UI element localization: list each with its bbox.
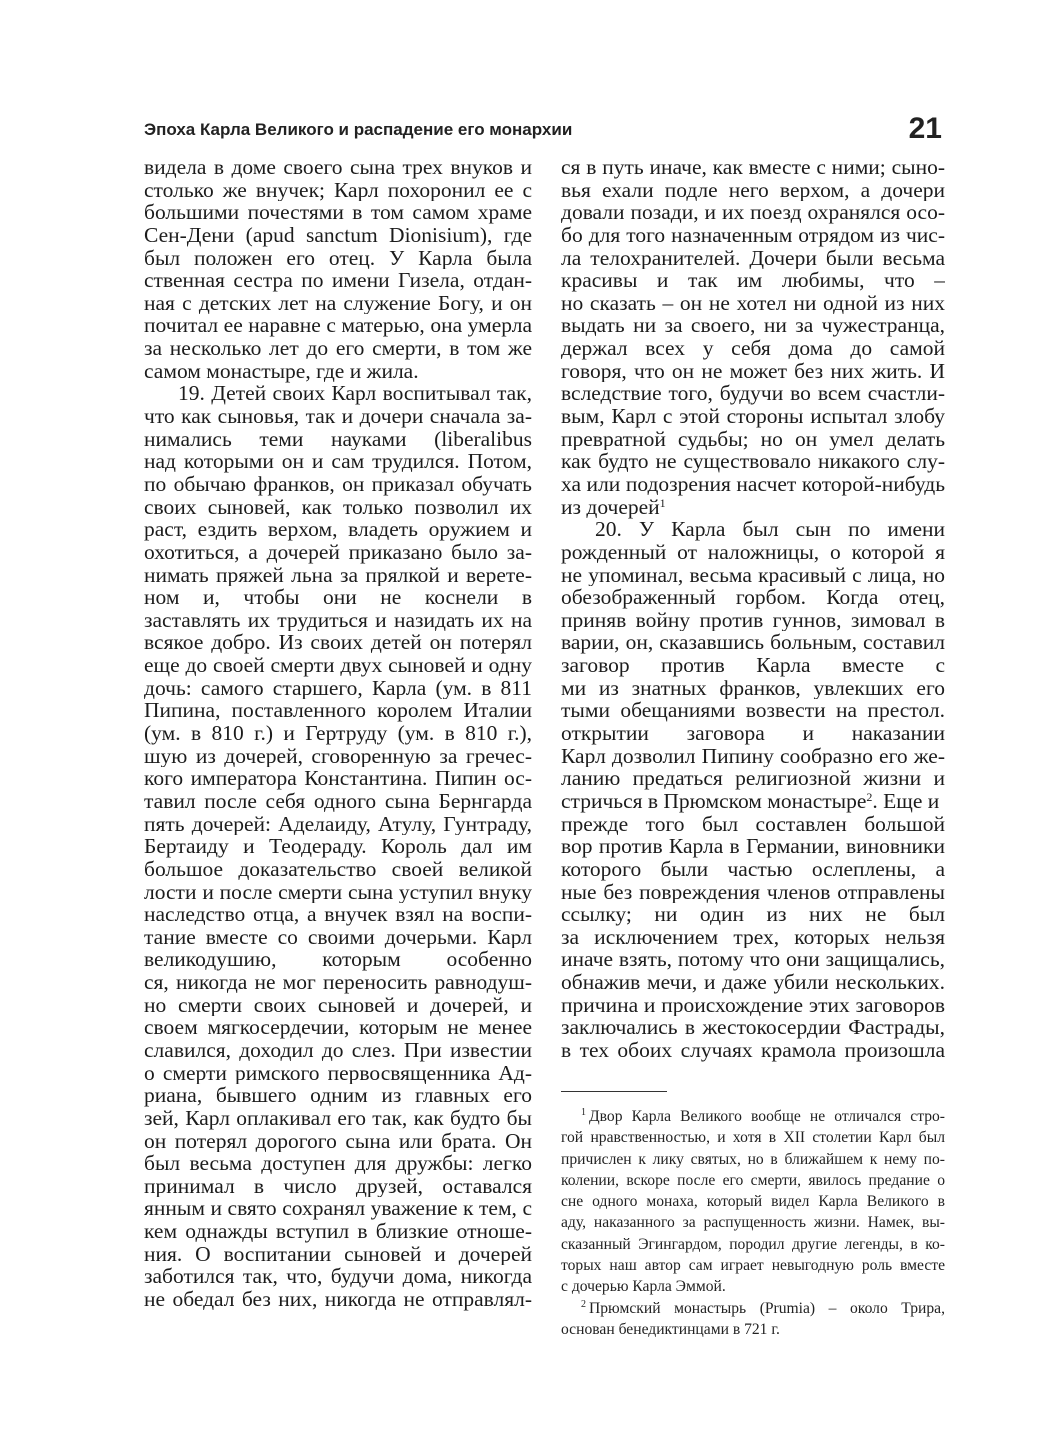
footnote-number: 2 — [581, 1298, 586, 1310]
line-text: вым, Карл с этой стороны испытал злобу — [561, 405, 945, 428]
line-text: вследствие того, будучи во всем счастли- — [561, 382, 945, 406]
line-text: зей, Карл оплакивал его так, как будто бы — [144, 1106, 532, 1130]
right-column-line — [561, 654, 945, 677]
line-text: Сен-Дени (apud sanctum Dionisium), где — [144, 223, 532, 247]
left-column-line — [144, 518, 532, 541]
left-column-line — [144, 247, 532, 270]
left-column-line — [144, 1197, 532, 1220]
line-text: ся, никогда не мог переносить равнодуш- — [144, 971, 532, 994]
right-column-line — [561, 586, 945, 609]
line-text: ланию предаться религиозной жизни и — [561, 767, 945, 790]
line-text: ном и, чтобы они не коснели в — [144, 586, 532, 609]
left-column-line — [144, 428, 532, 451]
line-text: большое доказательство своей великой — [144, 857, 532, 881]
line-text: обезображенный горбом. Когда отец, — [561, 586, 945, 609]
line-text: заботился так, что, будучи дома, никогда — [144, 1265, 532, 1289]
left-column-line — [144, 1175, 532, 1198]
line-text: ния. О воспитании сыновей и дочерей — [144, 1242, 532, 1266]
line-text: большими почестями в том самом храме — [144, 201, 532, 224]
footnote-line — [561, 1212, 945, 1233]
line-text: славился, доходил до слез. При известии — [144, 1039, 532, 1062]
right-column-line — [561, 881, 945, 904]
right-column-line — [561, 903, 945, 926]
left-column-line — [144, 224, 532, 247]
left-column-line — [144, 971, 532, 994]
right-column-line — [561, 405, 945, 428]
left-column-line — [144, 314, 532, 337]
line-text: кем однажды вступил в близкие отноше- — [144, 1220, 532, 1243]
line-text: почитал ее наравне с матерью, она умерла — [144, 314, 532, 338]
line-text: держал всех у себя дома до самой — [561, 337, 945, 360]
left-column-line — [144, 813, 532, 836]
line-text: обнажив мечи, и даже убили нескольких. — [561, 971, 945, 994]
line-text: принимал в число друзей, оставался — [144, 1174, 532, 1198]
line-text: довали позади, и их поезд охранялся осо- — [561, 201, 945, 224]
footnote-divider — [561, 1091, 667, 1092]
right-column-line — [561, 269, 945, 292]
line-text: в тех обоих случаях крамола произошла — [561, 1039, 945, 1062]
line-text: не упоминал, весьма красивый с лица, но — [561, 563, 945, 587]
right-column-line — [561, 564, 945, 587]
left-column-line — [144, 564, 532, 587]
footnote-line — [561, 1298, 945, 1319]
footnote-text: основан бенедиктинцами в 721 г. — [561, 1320, 780, 1338]
left-column-line — [144, 699, 532, 722]
right-column-line — [561, 677, 945, 700]
left-column — [144, 156, 532, 1311]
line-text: охотиться, а дочерей приказано было за- — [144, 540, 532, 564]
left-column-line — [144, 1220, 532, 1243]
left-column-line — [144, 1062, 532, 1085]
line-text: заключались в жестокосердии Фастрады, — [561, 1016, 945, 1040]
line-text: ся в путь иначе, как вместе с ними; сыно- — [561, 156, 945, 179]
left-column-line — [144, 473, 532, 496]
line-text: над которыми он и сам трудился. Потом, — [144, 450, 532, 473]
left-column-line — [144, 586, 532, 609]
left-column-line — [144, 858, 532, 881]
line-text: лости и после смерти сына уступил внуку — [144, 880, 532, 904]
line-text: видела в доме своего сына трех внуков и — [144, 156, 532, 179]
footnote-line — [561, 1255, 945, 1276]
left-column-line — [144, 881, 532, 904]
line-text: из дочерей — [561, 494, 660, 519]
line-text: иначе взять, потому что они защищались, — [561, 948, 945, 972]
right-column — [561, 156, 945, 1062]
line-text: был весьма доступен для дружбы: легко — [144, 1152, 532, 1175]
line-text: ми из знатных франков, увлекших его — [561, 676, 945, 700]
right-column-line — [561, 948, 945, 971]
left-column-line — [144, 292, 532, 315]
left-column-line — [144, 903, 532, 926]
footnote-marker[interactable]: 1 — [659, 495, 666, 510]
left-column-line — [144, 677, 532, 700]
line-text: (ум. в 810 г.) и Гертруду (ум. в 810 г.), — [144, 722, 532, 745]
line-text: тыми обещаниями возвести на престол. — [561, 699, 945, 723]
right-column-line — [561, 314, 945, 337]
footnote-text: колении, вскоре после его смерти, явилось предание о — [561, 1171, 945, 1189]
right-column-line — [561, 767, 945, 790]
right-column-line — [561, 360, 945, 383]
line-text: шую из дочерей, сговоренную за гречес- — [144, 744, 532, 768]
line-text: прежде того был составлен большой — [561, 812, 945, 836]
left-column-line — [144, 1130, 532, 1153]
left-column-line — [144, 1039, 532, 1062]
left-column-line — [144, 948, 532, 971]
line-text: нимать пряжей льна за прялкой и верете- — [144, 563, 532, 587]
line-text: Бертаиду и Теодераду. Король дал им — [144, 835, 532, 858]
footnote-line — [561, 1127, 945, 1148]
footnote-line — [561, 1170, 945, 1191]
right-column-line — [561, 745, 945, 768]
right-column-line — [561, 179, 945, 202]
line-text: ха или подозрения насчет которой-нибудь — [561, 472, 945, 496]
left-column-line — [144, 654, 532, 677]
right-column-line — [561, 631, 945, 654]
line-text: говоря, что он не может без них жить. И — [561, 359, 945, 383]
line-text: ная с детских лет на служение Богу, и он — [144, 291, 532, 315]
line-text: но смерти своих сыновей и дочерей, и — [144, 993, 532, 1017]
line-text: как будто не существовало никакого слу- — [561, 450, 945, 473]
left-column-line — [144, 201, 532, 224]
running-title: Эпоха Карла Великого и распадение его монархии — [144, 120, 573, 139]
line-text: по обычаю франков, он приказал обучать — [144, 472, 532, 496]
line-text: но сказать – он не хотел ни одной из них — [561, 291, 945, 315]
line-text: за исключением трех, которых нельзя — [561, 925, 945, 949]
left-column-line — [144, 1265, 532, 1288]
footnotes — [561, 1106, 945, 1340]
left-column-line — [144, 790, 532, 813]
line-text: столько же внучек; Карл похоронил ее с — [144, 178, 532, 202]
line-text: ла телохранителей. Дочери были весьма — [561, 246, 945, 270]
line-text: янным и свято сохранял уважение к тем, с — [144, 1197, 532, 1221]
footnote-line — [561, 1106, 945, 1127]
right-column-line — [561, 1016, 945, 1039]
footnote-text: аду, наказанного за распущенность жизни. Намек, вы- — [561, 1214, 945, 1232]
left-column-line — [144, 269, 532, 292]
line-text: заговор против Карла вместе с — [561, 654, 945, 677]
line-text: вор против Карла в Германии, виновники — [561, 835, 945, 858]
line-text: нимались теми науками (liberalibus — [144, 427, 532, 451]
line-text: своем мягкосердечии, которым не менее — [144, 1016, 532, 1039]
footnote-line — [561, 1234, 945, 1255]
left-column-line — [144, 745, 532, 768]
line-text: красивы и так им любимы, что – — [561, 269, 945, 292]
footnote-number: 1 — [581, 1107, 586, 1118]
line-text: ссылку; ни один из них не был — [561, 903, 945, 926]
left-column-line — [144, 631, 532, 654]
footnote-line — [561, 1191, 945, 1212]
left-column-line — [144, 382, 532, 405]
footnote-line — [561, 1276, 945, 1297]
left-column-line — [144, 994, 532, 1017]
right-column-line — [561, 926, 945, 949]
line-text: он потерял дорогого сына или брата. Он — [144, 1129, 532, 1153]
line-text: был положен его отец. У Карла была — [144, 246, 532, 270]
line-text-tail: . Еще и — [872, 788, 940, 813]
left-column-line — [144, 450, 532, 473]
left-column-line — [144, 337, 532, 360]
line-text: раст, ездить верхом, владеть оружием и — [144, 518, 532, 541]
left-column-line — [144, 360, 532, 383]
line-text: кого императора Константина. Пипин ос- — [144, 767, 532, 790]
line-text: вья ехали подле него верхом, а дочери — [561, 178, 945, 202]
right-column-line — [561, 201, 945, 224]
right-column-line — [561, 1039, 945, 1062]
line-text: Пипина, поставленного королем Италии — [144, 699, 532, 723]
running-header — [144, 112, 942, 146]
left-column-line — [144, 609, 532, 632]
line-text: Карл дозволил Пипину сообразно его же- — [561, 744, 945, 768]
right-column-line — [561, 699, 945, 722]
left-column-line — [144, 1288, 532, 1311]
line-text: варии, он, сказавшись больным, составил — [561, 631, 945, 655]
line-text: ственная сестра по имени Гизела, отдан- — [144, 269, 532, 292]
line-text: превратной судьбы; но он умел делать — [561, 427, 945, 451]
line-text: о смерти римского первосвященника Ад- — [144, 1061, 532, 1085]
right-column-line — [561, 813, 945, 836]
line-text: пять дочерей: Аделаиду, Атулу, Гунтраду, — [144, 812, 532, 836]
line-text: выдать ни за своего, ни за чужестранца, — [561, 314, 945, 338]
right-column-line — [561, 473, 945, 496]
line-text: тавил после себя одного сына Бернгарда — [144, 789, 532, 813]
left-column-line — [144, 1084, 532, 1107]
footnote-text: сказанный Эгингардом, породил другие легенды, в ко- — [561, 1235, 945, 1253]
line-text: 19. Детей своих Карл воспитывал так, — [178, 382, 532, 406]
line-text: еще до своей смерти двух сыновей и одну — [144, 654, 532, 677]
line-text: что как сыновья, так и дочери сначала за- — [144, 405, 532, 428]
page-number: 21 — [908, 112, 942, 145]
footnote-text: гой нравственностью, и хотя в XII столетии Карл был — [561, 1129, 945, 1147]
line-text: великодушию, которым особенно — [144, 948, 532, 972]
line-text: приняв войну против гуннов, зимовал в — [561, 608, 945, 632]
right-column-line — [561, 994, 945, 1017]
footnote-line — [561, 1319, 945, 1340]
right-column-line — [561, 382, 945, 405]
right-column-line — [561, 790, 945, 813]
right-column-line — [561, 722, 945, 745]
line-text: самом монастыре, где и жила. — [144, 358, 419, 383]
line-text: риана, бывшего одним из главных его — [144, 1084, 532, 1107]
right-column-line — [561, 428, 945, 451]
line-text: бо для того назначенным отрядом из чис- — [561, 223, 945, 247]
line-text: за несколько лет до его смерти, в том же — [144, 337, 532, 360]
left-column-line — [144, 496, 532, 519]
footnote-text: с дочерью Карла Эммой. — [561, 1278, 726, 1296]
footnote-text: Двор Карла Великого вообще не отличался стро- — [589, 1108, 945, 1125]
left-column-line — [144, 926, 532, 949]
line-text: 20. У Карла был сын по имени — [595, 518, 945, 541]
left-column-line — [144, 1107, 532, 1130]
line-text: всякое добро. Из своих детей он потерял — [144, 631, 532, 655]
footnote-text: Прюмский монастырь (Prumia) – около Трира, — [589, 1299, 945, 1317]
footnote-marker[interactable]: 2 — [866, 789, 873, 804]
line-text: рожденный от наложницы, о которой я — [561, 540, 945, 564]
right-column-line — [561, 450, 945, 473]
footnote-text: торых наш автор сам играет невыгодную роль вместе — [561, 1257, 945, 1275]
left-column-line — [144, 405, 532, 428]
line-text: которого были частью ослеплены, а — [561, 857, 945, 881]
right-column-line — [561, 835, 945, 858]
line-text: своих сыновей, как только позволил их — [144, 495, 532, 519]
line-text: стричься в Прюмском монастыре — [561, 788, 867, 813]
left-column-line — [144, 156, 532, 179]
line-text: заставлять их трудиться и назидать их на — [144, 608, 532, 632]
right-column-line — [561, 337, 945, 360]
line-text: дочь: самого старшего, Карла (ум. в 811 — [144, 676, 532, 700]
left-column-line — [144, 722, 532, 745]
line-text: открытии заговора и наказании — [561, 722, 945, 745]
right-column-line — [561, 247, 945, 270]
line-text: не обедал без них, никогда не отправлял- — [144, 1288, 532, 1311]
right-column-line — [561, 971, 945, 994]
right-column-line — [561, 496, 945, 519]
left-column-line — [144, 835, 532, 858]
left-column-line — [144, 1243, 532, 1266]
line-text: наследство отца, а внучек взял на воспи- — [144, 903, 532, 926]
left-column-line — [144, 179, 532, 202]
footnote-text: сне одного монаха, который видел Карла Великого в — [561, 1193, 945, 1211]
right-column-line — [561, 156, 945, 179]
line-text: причина и происхождение этих заговоров — [561, 993, 945, 1017]
right-column-line — [561, 858, 945, 881]
right-column-line — [561, 541, 945, 564]
line-text: тание вместе со своими дочерьми. Карл — [144, 925, 532, 949]
left-column-line — [144, 1016, 532, 1039]
right-column-line — [561, 292, 945, 315]
footnote-text: причислен к лику святых, но в ближайшем к нему по- — [561, 1150, 945, 1168]
right-column-line — [561, 609, 945, 632]
line-text: ные без повреждения членов отправлены — [561, 880, 945, 904]
right-column-line — [561, 224, 945, 247]
left-column-line — [144, 541, 532, 564]
right-column-line — [561, 518, 945, 541]
footnote-line — [561, 1149, 945, 1170]
left-column-line — [144, 767, 532, 790]
left-column-line — [144, 1152, 532, 1175]
